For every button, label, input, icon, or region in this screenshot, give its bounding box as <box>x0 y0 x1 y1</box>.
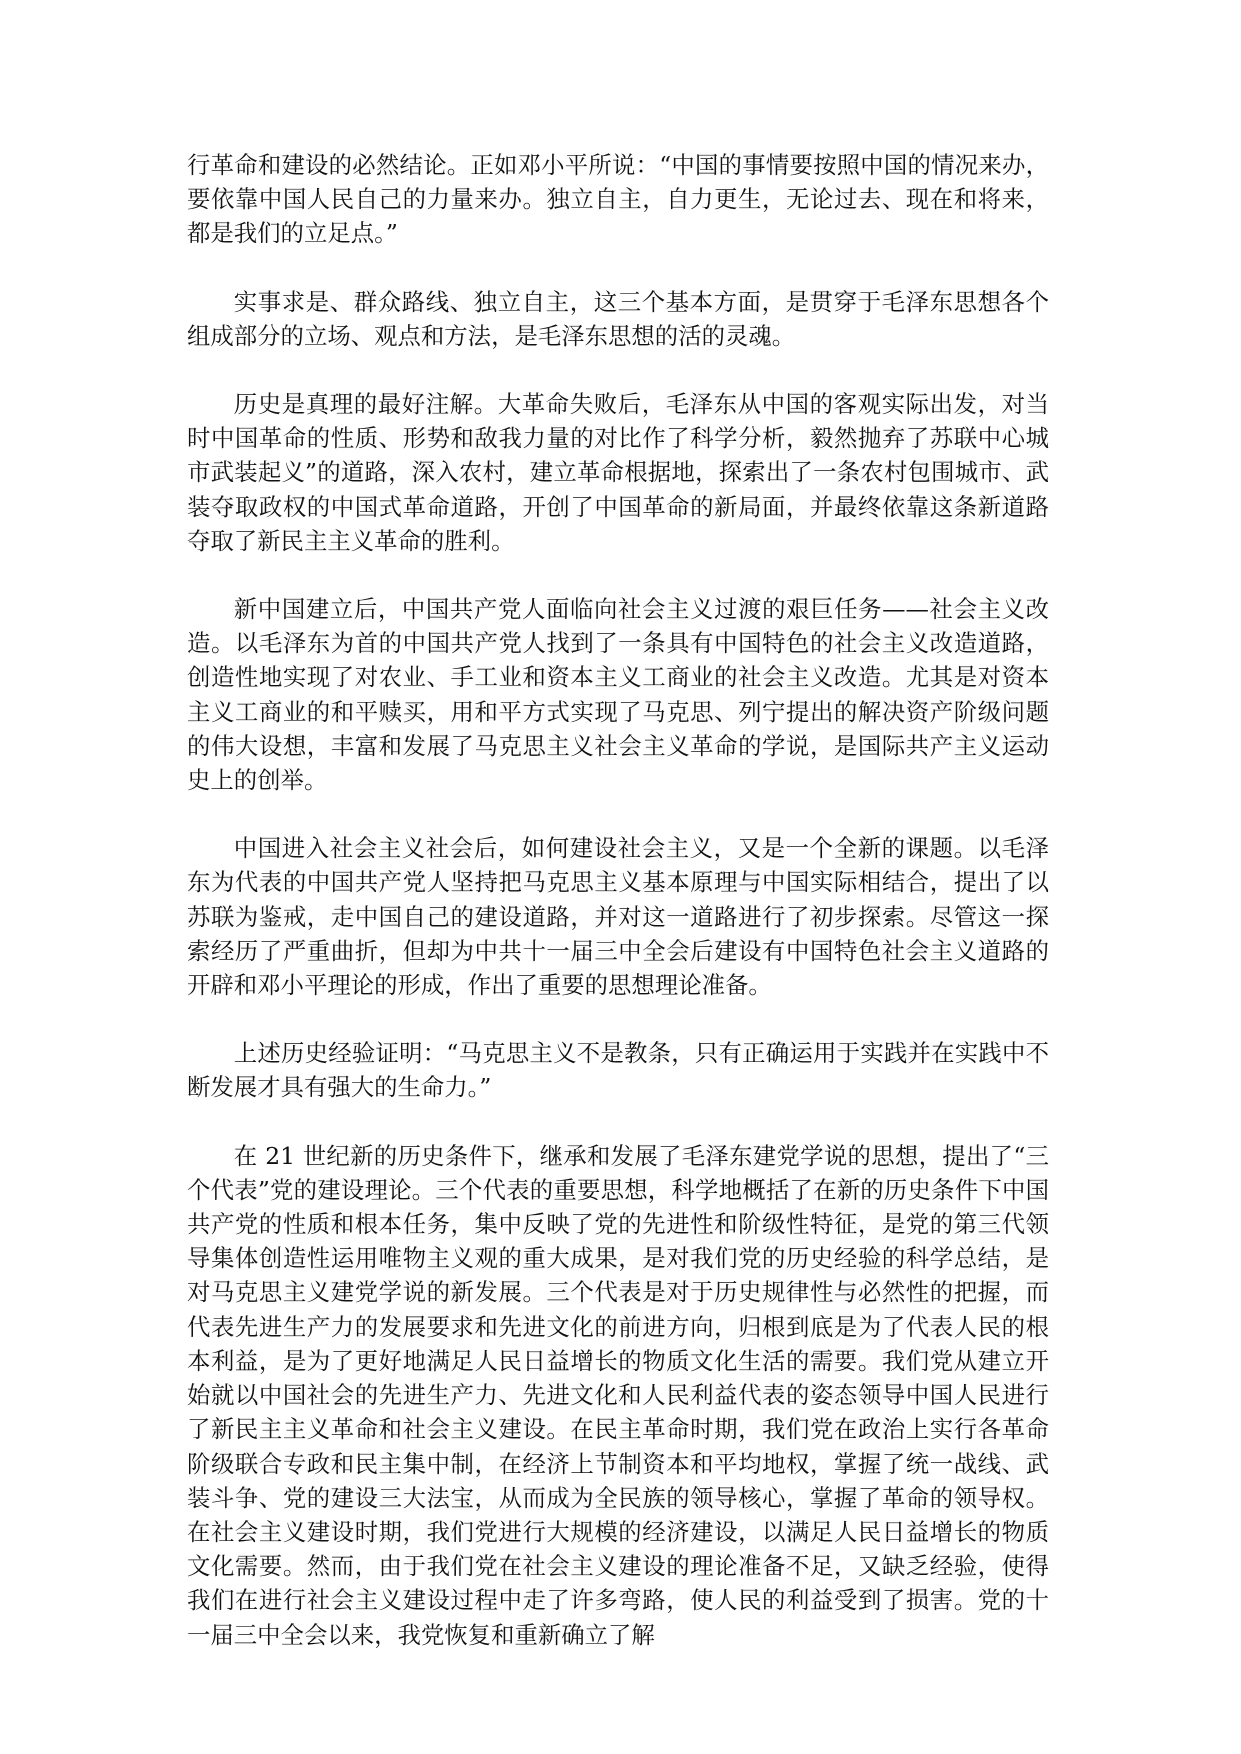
paragraph-continuation: 行革命和建设的必然结论。正如邓小平所说：“中国的事情要按照中国的情况来办，要依靠中国人民自己的力量来办。独立自主，自力更生，无论过去、现在和将来，都是我们的立足点。” <box>187 151 1049 248</box>
paragraph-historical-experience: 上述历史经验证明：“马克思主义不是教条，只有正确运用于实践并在实践中不断发展才具有强大的生命力。” <box>187 1039 1049 1102</box>
paragraph-socialist-construction: 中国进入社会主义社会后，如何建设社会主义，又是一个全新的课题。以毛泽东为代表的中国共产党人坚持把马克思主义基本原理与中国实际相结合，提出了以苏联为鉴戒，走中国自己的建设道路，并对这一道路进行了初步探索。尽管这一探索经历了严重曲折，但却为中共十一届三中全会后建设有中国特色社会主义道路的开辟和邓小平理论的形成，作出了重要的思想理论准备。 <box>187 834 1049 1000</box>
paragraph-three-represents: 在 21 世纪新的历史条件下，继承和发展了毛泽东建党学说的思想，提出了“三个代表”党的建设理论。三个代表的重要思想，科学地概括了在新的历史条件下中国共产党的性质和根本任务，集中反映了党的先进性和阶级性特征，是党的第三代领导集体创造性运用唯物主义观的重大成果，是对我们党的历史经验的科学总结，是对马克思主义建党学说的新发展。三个代表是对于历史规律性与必然性的把握，而代表先进生产力的发展要求和先进文化的前进方向，归根到底是为了代表人民的根本利益，是为了更好地满足人民日益增长的物质文化生活的需要。我们党从建立开始就以中国社会的先进生产力、先进文化和人民利益代表的姿态领导中国人民进行了新民主主义革命和社会主义建设。在民主革命时期，我们党在政治上实行各革命阶级联合专政和民主集中制，在经济上节制资本和平均地权，掌握了统一战线、武装斗争、党的建设三大法宝，从而成为全民族的领导核心，掌握了革命的领导权。在社会主义建设时期，我们党进行大规模的经济建设，以满足人民日益增长的物质文化需要。然而，由于我们党在社会主义建设的理论准备不足，又缺乏经验，使得我们在进行社会主义建设过程中走了许多弯路，使人民的利益受到了损害。党的十一届三中全会以来，我党恢复和重新确立了解 <box>187 1141 1049 1649</box>
paragraph-living-soul: 实事求是、群众路线、独立自主，这三个基本方面，是贯穿于毛泽东思想各个组成部分的立场、观点和方法，是毛泽东思想的活的灵魂。 <box>187 287 1049 350</box>
document-body <box>187 148 1049 1652</box>
paragraph-socialist-transformation: 新中国建立后，中国共产党人面临向社会主义过渡的艰巨任务——社会主义改造。以毛泽东为首的中国共产党人找到了一条具有中国特色的社会主义改造道路，创造性地实现了对农业、手工业和资本主义工商业的社会主义改造。尤其是对资本主义工商业的和平赎买，用和平方式实现了马克思、列宁提出的解决资产阶级问题的伟大设想，丰富和发展了马克思主义社会主义革命的学说，是国际共产主义运动史上的创举。 <box>187 595 1049 795</box>
paragraph-revolution-road: 历史是真理的最好注解。大革命失败后，毛泽东从中国的客观实际出发，对当时中国革命的性质、形势和敌我力量的对比作了科学分析，毅然抛弃了苏联中心城市武装起义”的道路，深入农村，建立革命根据地，探索出了一条农村包围城市、武装夺取政权的中国式革命道路，开创了中国革命的新局面，并最终依靠这条新道路夺取了新民主主义革命的胜利。 <box>187 390 1049 555</box>
